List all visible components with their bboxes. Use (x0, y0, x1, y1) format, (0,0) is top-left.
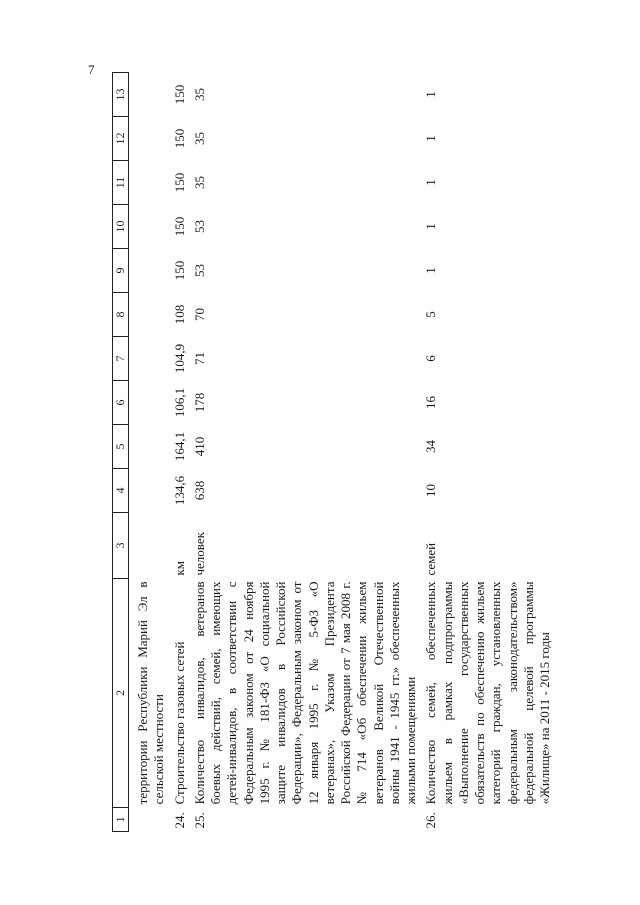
value-cell: 150 (171, 216, 187, 237)
value-cell: 70 (191, 308, 207, 322)
value-cell (129, 249, 170, 293)
value-cell (129, 381, 170, 425)
header-cell: 8 (113, 293, 129, 337)
header-cell: 9 (113, 249, 129, 293)
value-cell: 1 (423, 135, 439, 142)
table-row (421, 73, 555, 832)
value-cell: 164,1 (171, 431, 187, 462)
value-cell: 35 (191, 176, 207, 190)
row-unit: человек (191, 532, 207, 576)
value-cell: 1 (423, 91, 439, 98)
table-row (190, 73, 422, 832)
value-cell (129, 117, 170, 161)
value-cell: 10 (423, 484, 439, 498)
page-number: 7 (88, 62, 95, 77)
row-description: Строительство газовых сетей (171, 641, 187, 805)
header-cell: 6 (113, 381, 129, 425)
value-cell: 1 (423, 223, 439, 230)
value-cell (129, 469, 170, 513)
row-description: Количество семей, обеспеченных жильем в рамках подпрограммы «Выполнение государственных обязательств по обеспечению жильем категорий граждан, установленных федеральным законодательством» федеральной целевой программы «Жилище» на 2011 - 2015 годы (423, 581, 552, 805)
value-cell: 134,6 (171, 475, 187, 506)
value-cell: 108 (171, 304, 187, 325)
value-cell: 410 (191, 436, 207, 457)
value-cell: 71 (191, 352, 207, 366)
value-cell: 104,9 (171, 343, 187, 374)
value-cell: 150 (171, 172, 187, 193)
table-row (129, 73, 170, 832)
value-cell: 6 (423, 355, 439, 362)
value-cell: 34 (423, 440, 439, 454)
header-row (113, 73, 129, 832)
value-cell: 178 (191, 392, 207, 413)
value-cell: 16 (423, 396, 439, 410)
row-unit (129, 513, 170, 579)
row-number: 26. (423, 812, 439, 829)
header-cell: 13 (113, 73, 129, 117)
table-row (170, 73, 190, 832)
row-number: 25. (191, 812, 207, 829)
value-cell (129, 73, 170, 117)
data-table (112, 72, 555, 832)
value-cell: 150 (171, 128, 187, 149)
value-cell (129, 161, 170, 205)
header-cell: 7 (113, 337, 129, 381)
value-cell: 35 (191, 88, 207, 102)
value-cell: 53 (191, 264, 207, 278)
header-cell: 12 (113, 117, 129, 161)
row-unit: семей (423, 542, 439, 576)
header-cell: 10 (113, 205, 129, 249)
value-cell: 1 (423, 267, 439, 274)
header-cell: 2 (113, 579, 129, 808)
value-cell: 35 (191, 132, 207, 146)
header-cell: 5 (113, 425, 129, 469)
value-cell (129, 337, 170, 381)
value-cell: 5 (423, 311, 439, 318)
row-description: Количество инвалидов, ветеранов боевых действий, семей, имеющих детей-инвалидов, в соответствии с Федеральным законом от 24 ноября 1995 г. № 181-ФЗ «О социальной защите инвалидов в Российской Федерации», Федеральным законом от 12 января 1995 г. № 5-ФЗ «О ветеранах», Указом Президента Российской Федерации от 7 мая 2008 г. № 714 «Об обеспечении жильем ветеранов Великой Отечественной войны 1941 - 1945 гг.» обеспеченных жилыми помещениями (191, 581, 418, 805)
value-cell (129, 205, 170, 249)
header-cell: 1 (113, 807, 129, 831)
value-cell: 53 (191, 220, 207, 234)
row-description: территории Республики Марий Эл в сельской местности (135, 581, 167, 805)
row-unit: км (171, 560, 187, 576)
value-cell: 150 (171, 260, 187, 281)
value-cell (129, 425, 170, 469)
data-table-rotated (112, 72, 552, 832)
value-cell (129, 293, 170, 337)
header-cell: 3 (113, 513, 129, 579)
row-number: 24. (171, 812, 187, 829)
header-cell: 4 (113, 469, 129, 513)
value-cell: 1 (423, 179, 439, 186)
row-number (129, 807, 170, 831)
value-cell: 638 (191, 480, 207, 501)
value-cell: 106,1 (171, 387, 187, 418)
header-cell: 11 (113, 161, 129, 205)
value-cell: 150 (171, 84, 187, 105)
